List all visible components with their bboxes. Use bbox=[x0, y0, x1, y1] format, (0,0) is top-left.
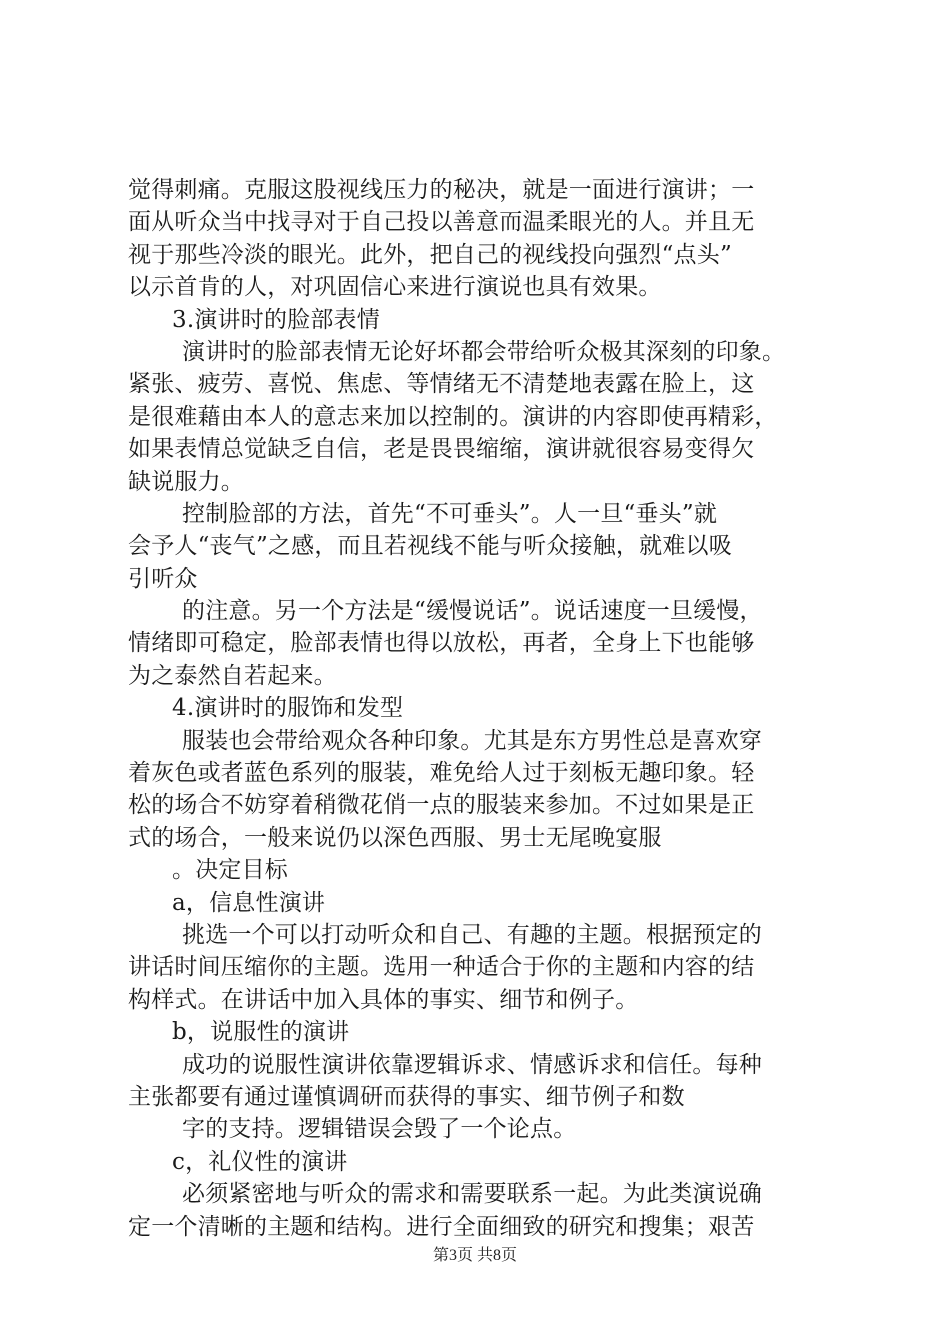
body-text bbox=[128, 174, 828, 1243]
section-heading: 。决定目标 bbox=[172, 857, 288, 884]
text-line: 着灰色或者蓝色系列的服装，难免给人过于刻板无趣印象。轻 bbox=[128, 760, 755, 787]
text-line: 构样式。在讲话中加入具体的事实、细节和例子。 bbox=[128, 986, 639, 1013]
text-line: 为之泰然自若起来。 bbox=[128, 662, 337, 689]
subsection-heading: c，礼仪性的演讲 bbox=[172, 1148, 348, 1175]
section-heading: 3.演讲时的脸部表情 bbox=[172, 306, 380, 333]
text-line: 缺说服力。 bbox=[128, 468, 244, 495]
text-line: 视于那些冷淡的眼光。此外，把自己的视线投向强烈“点头” bbox=[128, 241, 732, 268]
text-line: 松的场合不妨穿着稍微花俏一点的服装来参加。不过如果是正 bbox=[128, 792, 755, 819]
section-heading: 4.演讲时的服饰和发型 bbox=[172, 695, 404, 722]
text-line: 情绪即可稳定，脸部表情也得以放松，再者，全身上下也能够 bbox=[128, 630, 755, 657]
text-line: 讲话时间压缩你的主题。选用一种适合于你的主题和内容的结 bbox=[128, 954, 755, 981]
text-line: 控制脸部的方法，首先“不可垂头”。人一旦“垂头”就 bbox=[182, 500, 718, 527]
text-line: 以示首肯的人，对巩固信心来进行演说也具有效果。 bbox=[128, 274, 662, 301]
subsection-heading: a，信息性演讲 bbox=[172, 889, 326, 916]
text-line: 服装也会带给观众各种印象。尤其是东方男性总是喜欢穿 bbox=[182, 727, 762, 754]
subsection-heading: b，说服性的演讲 bbox=[172, 1019, 350, 1046]
text-line: 定一个清晰的主题和结构。进行全面细致的研究和搜集；艰苦 bbox=[128, 1213, 755, 1240]
page-footer: 第3页 共8页 bbox=[432, 1247, 517, 1264]
text-line: 必须紧密地与听众的需求和需要联系一起。为此类演说确 bbox=[182, 1181, 762, 1208]
text-line: 演讲时的脸部表情无论好坏都会带给听众极其深刻的印象。 bbox=[182, 338, 786, 365]
text-line: 紧张、疲劳、喜悦、焦虑、等情绪无不清楚地表露在脸上，这 bbox=[128, 371, 755, 398]
text-line: 如果表情总觉缺乏自信，老是畏畏缩缩，演讲就很容易变得欠 bbox=[128, 436, 755, 463]
text-line: 引听众 bbox=[128, 565, 198, 592]
text-line: 挑选一个可以打动听众和自己、有趣的主题。根据预定的 bbox=[182, 921, 762, 948]
text-line: 的注意。另一个方法是“缓慢说话”。说话速度一旦缓慢， bbox=[182, 598, 763, 625]
text-line: 会予人“丧气”之感，而且若视线不能与听众接触，就难以吸 bbox=[128, 533, 732, 560]
text-line: 面从听众当中找寻对于自己投以善意而温柔眼光的人。并且无 bbox=[128, 209, 755, 236]
text-line: 觉得刺痛。克服这股视线压力的秘决，就是一面进行演讲；一 bbox=[128, 177, 755, 203]
text-line: 式的场合，一般来说仍以深色西服、男士无尾晚宴服 bbox=[128, 824, 662, 851]
text-line: 主张都要有通过谨慎调研而获得的事实、细节例子和数 bbox=[128, 1083, 685, 1110]
text-line: 成功的说服性演讲依靠逻辑诉求、情感诉求和信任。每种 bbox=[182, 1051, 762, 1078]
text-line: 字的支持。逻辑错误会毁了一个论点。 bbox=[182, 1116, 577, 1143]
text-line: 是很难藉由本人的意志来加以控制的。演讲的内容即使再精彩， bbox=[128, 403, 778, 430]
